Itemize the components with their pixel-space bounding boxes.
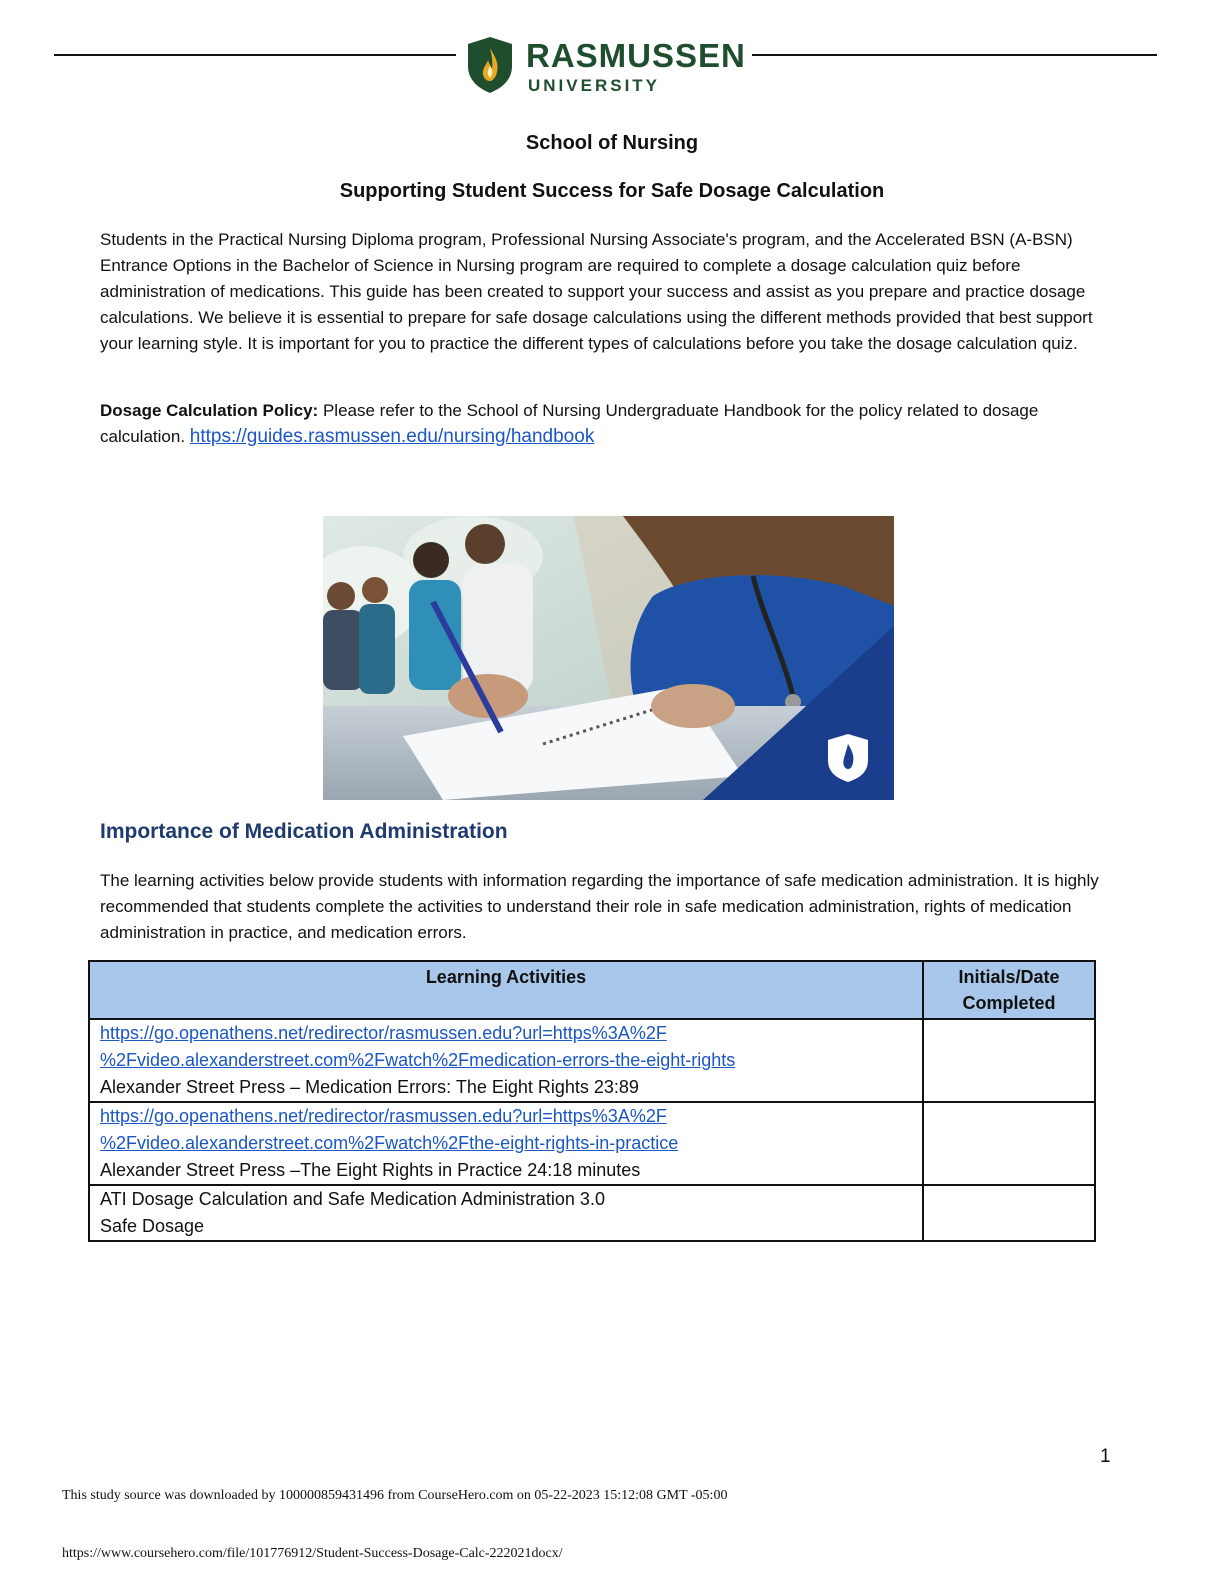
- initials-cell[interactable]: [923, 1185, 1095, 1241]
- university-logo: [466, 36, 748, 96]
- activity-cell: [89, 1019, 923, 1102]
- learning-activities-table: [88, 960, 1096, 1242]
- initials-cell[interactable]: [923, 1102, 1095, 1185]
- policy-label: Dosage Calculation Policy:: [100, 401, 319, 420]
- initials-cell[interactable]: [923, 1019, 1095, 1102]
- table-row: [89, 1102, 1095, 1185]
- activity-link-line[interactable]: %2Fvideo.alexanderstreet.com%2Fwatch%2Fthe-eight-rights-in-practice: [100, 1133, 679, 1153]
- activity-caption: ATI Dosage Calculation and Safe Medication Administration 3.0: [100, 1189, 605, 1209]
- school-title: School of Nursing: [525, 132, 699, 154]
- header-rule-right: [752, 54, 1157, 56]
- intro-paragraph: Students in the Practical Nursing Diploma program, Professional Nursing Associate's program, and the Accelerated BSN (A-BSN) Entrance Options in the Bachelor of Science in Nursing program are required to complete a dosage calculation quiz before administration of medications. This guide has been created to support your success and assist as you prepare and practice dosage calculations. We believe it is essential to prepare for safe dosage calculations using the different methods provided that best support your learning style. It is important for you to practice the different types of calculations before you take the dosage calculation quiz.: [100, 230, 1093, 353]
- table-row: [89, 1019, 1095, 1102]
- activity-link-line[interactable]: %2Fvideo.alexanderstreet.com%2Fwatch%2Fmedication-errors-the-eight-rights: [100, 1050, 736, 1070]
- activity-cell: [89, 1185, 923, 1241]
- activity-link-line[interactable]: https://go.openathens.net/redirector/rasmussen.edu?url=https%3A%2F: [100, 1023, 667, 1043]
- activity-link-line[interactable]: https://go.openathens.net/redirector/rasmussen.edu?url=https%3A%2F: [100, 1106, 667, 1126]
- section-paragraph: The learning activities below provide students with information regarding the importance of safe medication administration. It is highly recommended that students complete the activities to understand their role in safe medication administration, rights of medication administration in practice, and medication errors.: [100, 871, 1099, 942]
- activity-cell: [89, 1102, 923, 1185]
- policy-text: Please refer to the School of Nursing Undergraduate Handbook for the policy related to dosage calculation.: [100, 401, 1039, 446]
- table-header-row: [89, 961, 1095, 1019]
- header-initials-date: Initials/Date Completed: [923, 961, 1095, 1019]
- header-learning-activities: Learning Activities: [89, 961, 923, 1019]
- section-heading: Importance of Medication Administration: [100, 820, 508, 843]
- table-row: [89, 1185, 1095, 1241]
- header-rule-left: [54, 54, 456, 56]
- document-title: Supporting Student Success for Safe Dosage Calculation: [339, 180, 885, 202]
- shield-flame-icon: [466, 36, 514, 94]
- hero-photo-nursing-students: [323, 516, 894, 800]
- page-number: 1: [1100, 1446, 1111, 1467]
- activity-caption: Alexander Street Press –The Eight Rights in Practice 24:18 minutes: [100, 1160, 641, 1180]
- download-notice: This study source was downloaded by 100000859431496 from CourseHero.com on 05-22-2023 15:12:08 GMT -05:00: [62, 1488, 728, 1503]
- logo-wordmark-bottom: UNIVERSITY: [528, 76, 661, 95]
- activity-caption: Alexander Street Press – Medication Errors: The Eight Rights 23:89: [100, 1077, 639, 1097]
- policy-paragraph: [100, 398, 1120, 450]
- logo-wordmark-top: RASMUSSEN: [526, 37, 746, 74]
- source-url: https://www.coursehero.com/file/101776912/Student-Success-Dosage-Calc-222021docx/: [62, 1546, 563, 1561]
- activity-caption: Safe Dosage: [100, 1216, 205, 1236]
- handbook-link[interactable]: https://guides.rasmussen.edu/nursing/handbook: [189, 426, 595, 447]
